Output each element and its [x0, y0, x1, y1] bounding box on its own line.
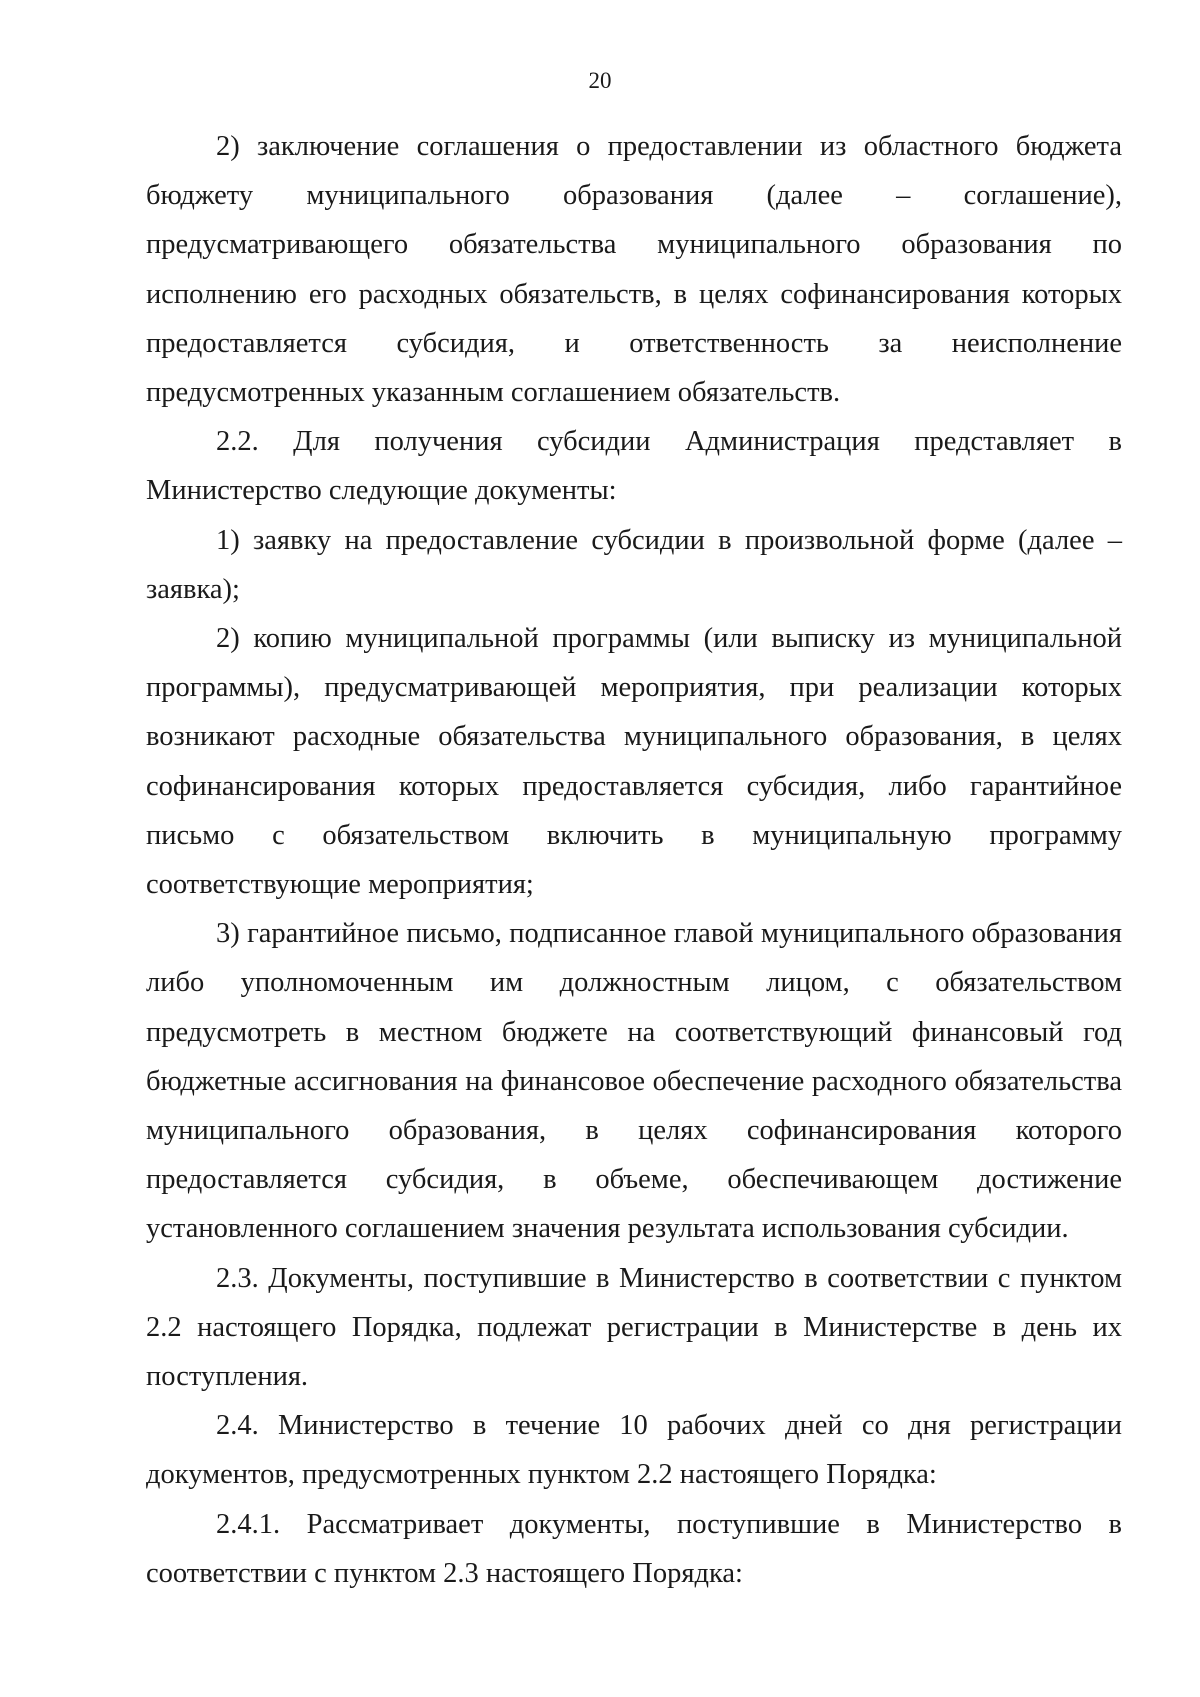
paragraph-2-3: 2.3. Документы, поступившие в Министерство в соответствии с пунктом 2.2 настоящего Порядка, подлежат регистрации в Министерстве в день их поступления. — [146, 1262, 1122, 1393]
paragraph-2-2: 2.2. Для получения субсидии Администрация представляет в Министерство следующие документы: — [146, 426, 1122, 507]
paragraph-2-2-item-2: 2) копию муниципальной программы (или выписку из муниципальной программы), предусматривающей мероприятия, при реализации которых возникают расходные обязательства муниципального образования, в целях софинансирования которых предоставляется субсидия, либо гарантийное письмо с обязательством включить в муниципальную программу соответствующие мероприятия; — [146, 623, 1122, 901]
paragraph-2-4-1: 2.4.1. Рассматривает документы, поступившие в Министерство в соответствии с пунктом 2.3 настоящего Порядка: — [146, 1508, 1122, 1589]
paragraph-2-2-item-3: 3) гарантийное письмо, подписанное главой муниципального образования либо уполномоченным им должностным лицом, с обязательством предусмотреть в местном бюджете на соответствующий финансовый год бюджетные ассигнования на финансовое обеспечение расходного обязательства муниципального образования, в целях софинансирования которого предоставляется субсидия, в объеме, обеспечивающем достижение установленного соглашением значения результата использования субсидии. — [146, 918, 1122, 1245]
page-number: 20 — [588, 68, 612, 93]
paragraph-2-agreement: 2) заключение соглашения о предоставлении из областного бюджета бюджету муниципального образования (далее – соглашение), предусматривающего обязательства муниципального образования по исполнению его расходных обязательств, в целях софинансирования которых предоставляется субсидия, и ответственность за неисполнение предусмотренных указанным соглашением обязательств. — [146, 131, 1122, 409]
document-body — [146, 122, 1122, 1598]
paragraph-2-2-item-1: 1) заявку на предоставление субсидии в произвольной форме (далее – заявка); — [146, 524, 1122, 605]
paragraph-2-4: 2.4. Министерство в течение 10 рабочих дней со дня регистрации документов, предусмотренных пунктом 2.2 настоящего Порядка: — [146, 1410, 1122, 1491]
